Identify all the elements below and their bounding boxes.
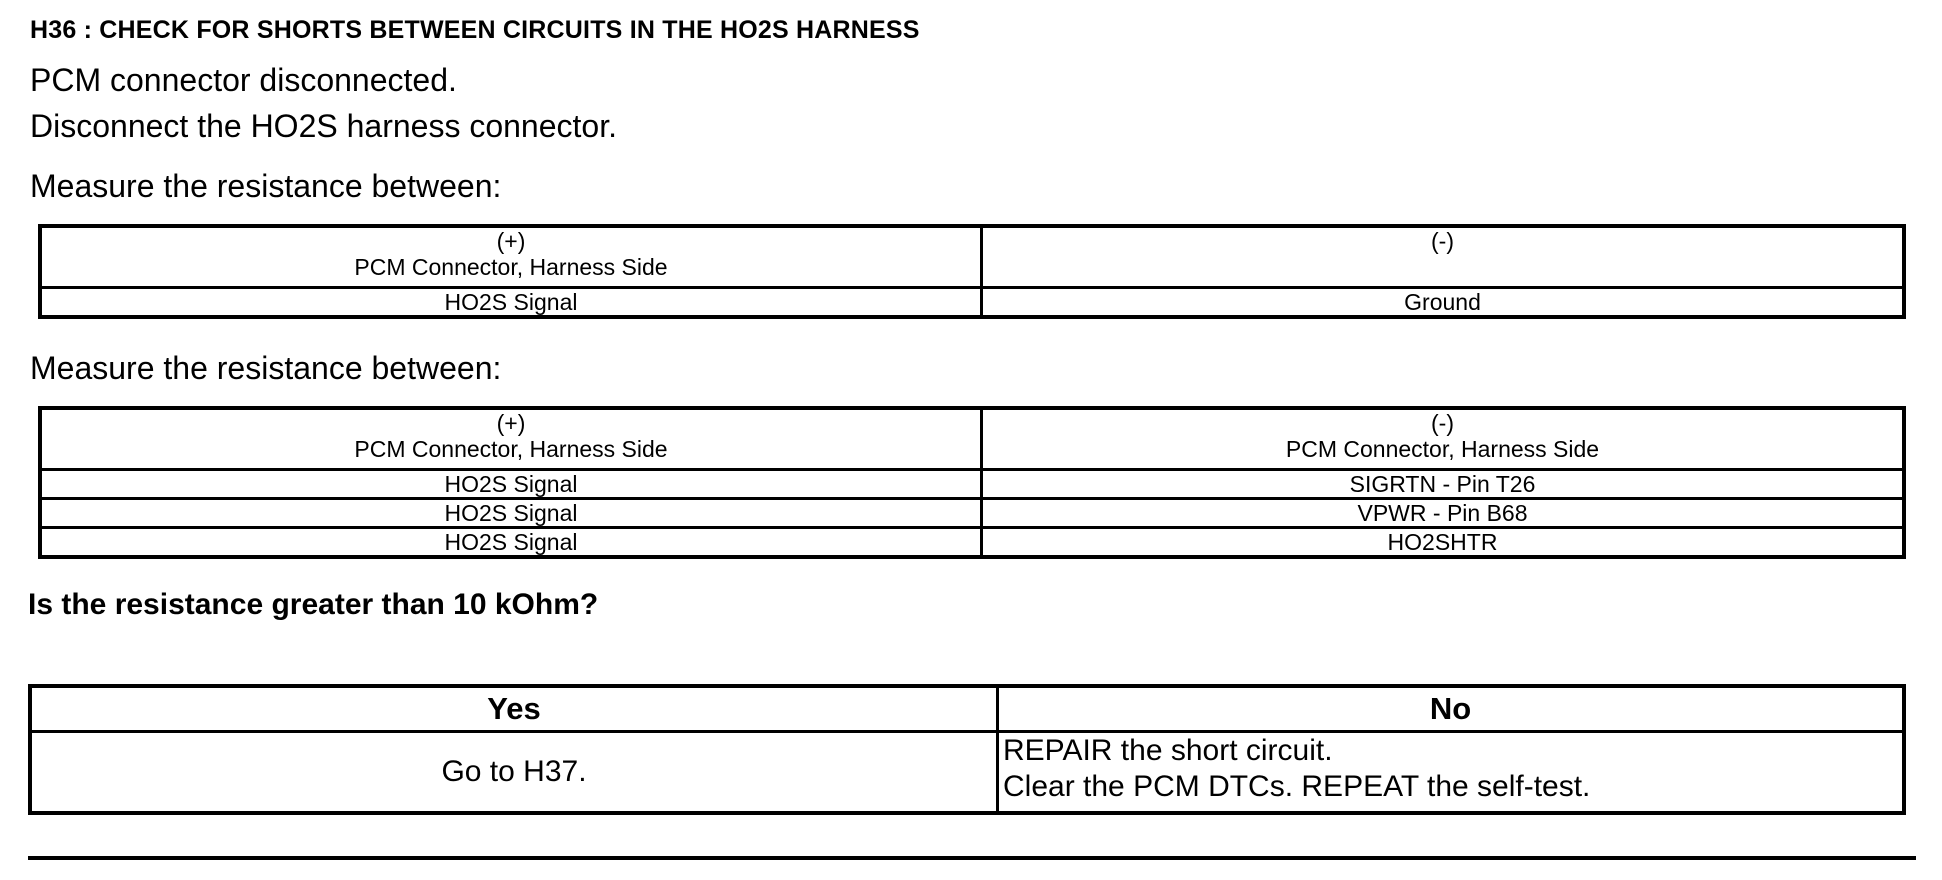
plus-cell: HO2S Signal: [40, 470, 982, 499]
no-header: No: [998, 686, 1905, 732]
table-row: [40, 470, 1904, 499]
minus-cell: VPWR - Pin B68: [982, 499, 1905, 528]
minus-header-cell: [982, 408, 1905, 470]
plus-cell: HO2S Signal: [40, 288, 982, 318]
plus-cell: HO2S Signal: [40, 528, 982, 558]
plus-header-cell: [40, 226, 982, 288]
plus-symbol: (+): [496, 228, 526, 254]
plus-description: PCM Connector, Harness Side: [354, 254, 668, 280]
table-header-row: [40, 408, 1904, 470]
minus-cell: SIGRTN - Pin T26: [982, 470, 1905, 499]
minus-description: PCM Connector, Harness Side: [1285, 436, 1600, 462]
answer-header-row: [30, 686, 1904, 732]
minus-cell: HO2SHTR: [982, 528, 1905, 558]
measure-label-1: Measure the resistance between:: [30, 168, 502, 204]
no-action-line-1: REPAIR the short circuit.: [1003, 734, 1333, 767]
bottom-divider: [28, 856, 1916, 860]
no-action-cell: [998, 732, 1905, 814]
measure-label-2: Measure the resistance between:: [30, 350, 502, 386]
minus-symbol: (-): [1431, 410, 1454, 436]
minus-header-cell: [982, 226, 1905, 288]
step-title: H36 : CHECK FOR SHORTS BETWEEN CIRCUITS IN THE HO2S HARNESS: [30, 16, 920, 44]
question: Is the resistance greater than 10 kOhm?: [28, 588, 599, 621]
plus-cell: HO2S Signal: [40, 499, 982, 528]
table-header-row: [40, 226, 1904, 288]
table-row: [40, 288, 1904, 318]
answer-table: [28, 684, 1906, 815]
plus-symbol: (+): [496, 410, 526, 436]
instruction-line-1: PCM connector disconnected.: [30, 62, 457, 98]
no-action-line-2: Clear the PCM DTCs. REPEAT the self-test.: [1003, 770, 1591, 803]
instruction-line-2: Disconnect the HO2S harness connector.: [30, 108, 617, 144]
minus-symbol: (-): [1431, 228, 1454, 254]
measurement-table-2: [38, 406, 1906, 559]
plus-header-cell: [40, 408, 982, 470]
table-row: [40, 499, 1904, 528]
yes-header: Yes: [30, 686, 998, 732]
plus-description: PCM Connector, Harness Side: [354, 436, 668, 462]
yes-action: Go to H37.: [30, 732, 998, 814]
measurement-table-1: [38, 224, 1906, 319]
table-row: [40, 528, 1904, 558]
answer-row: [30, 732, 1904, 814]
minus-cell: Ground: [982, 288, 1905, 318]
